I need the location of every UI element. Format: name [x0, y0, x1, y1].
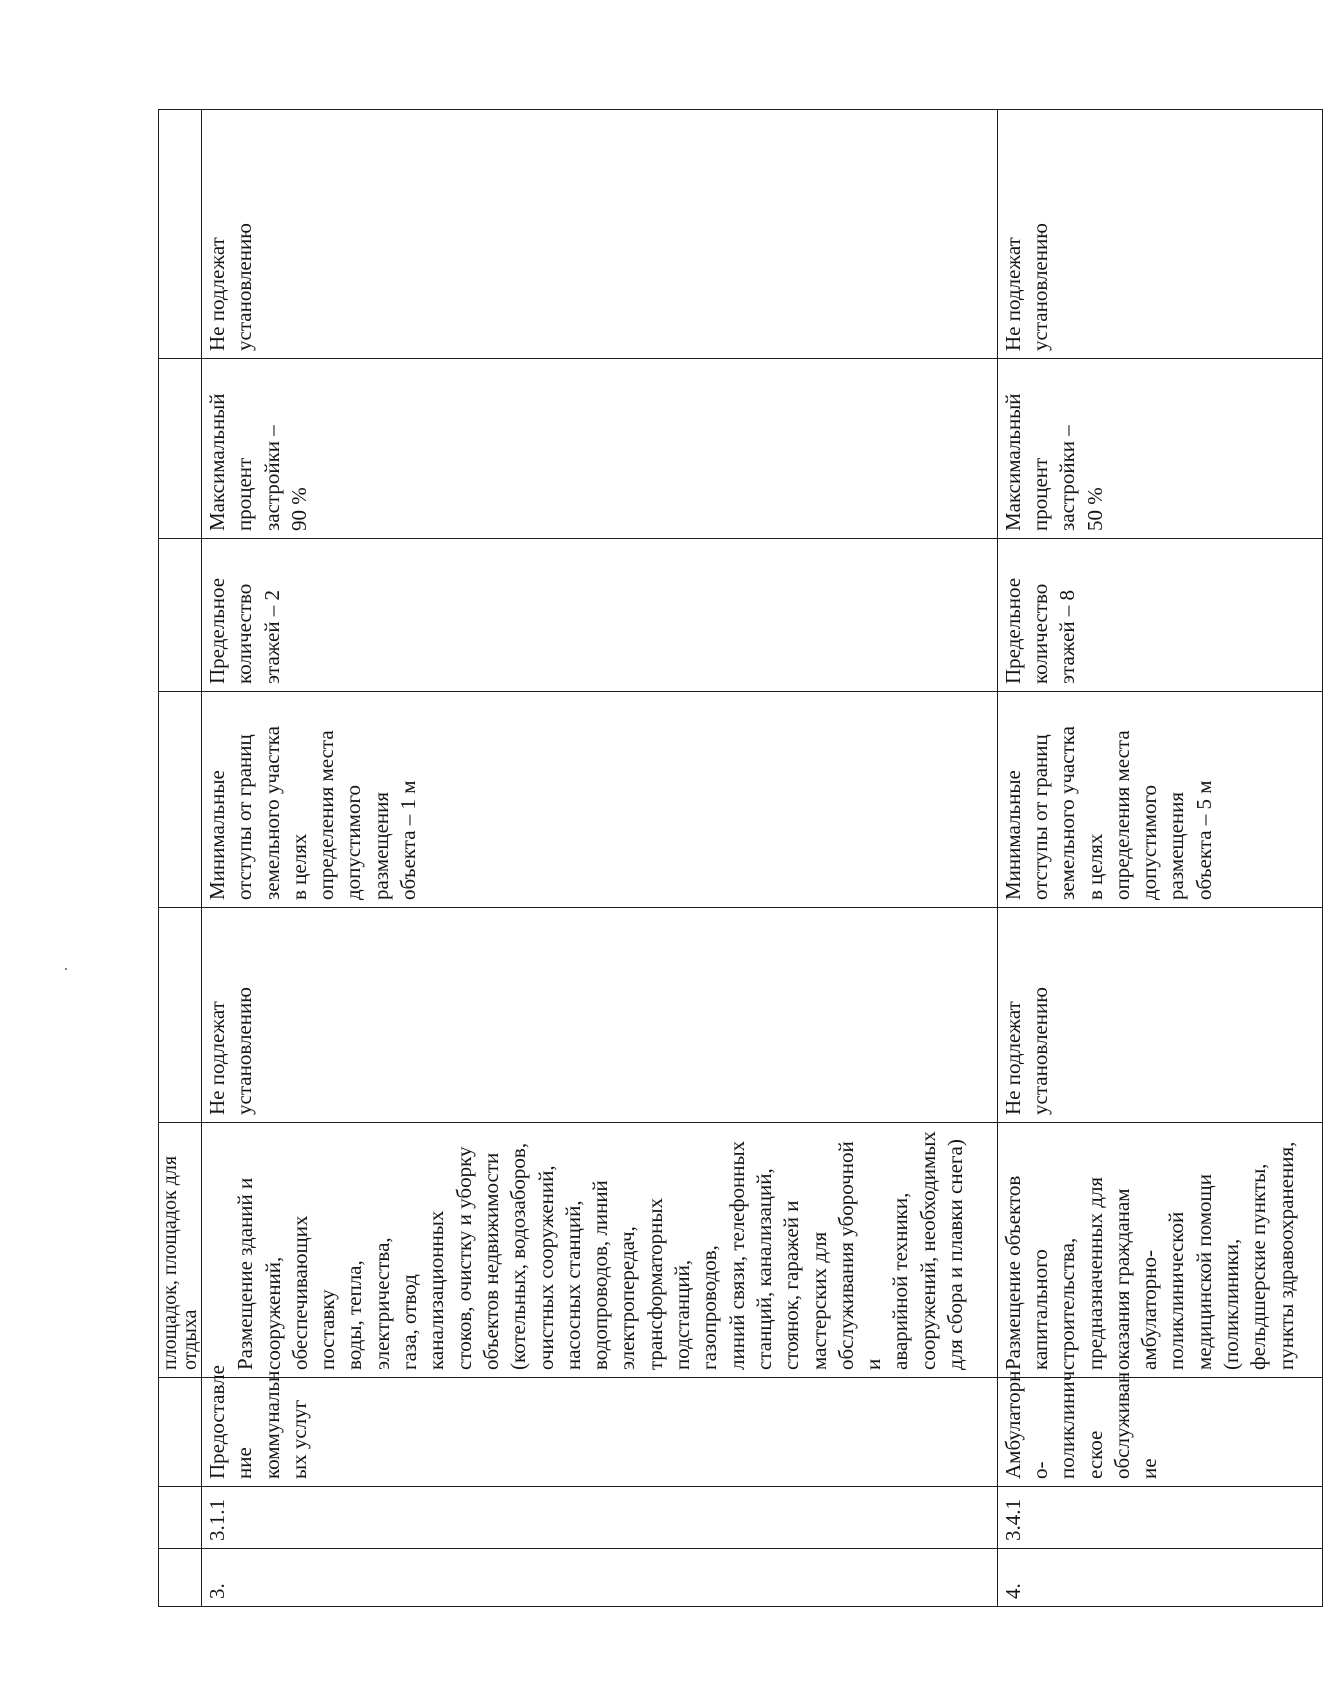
continuation-row	[159, 110, 202, 1607]
description-text: Размещение зданий и сооружений, обеспечивающих поставку воды, тепла, электричества, газа, отвод канализационных стоков, очистку и уборку объектов недвижимости (котельных, водозаборов, очистных сооружений, насосных станций, водопроводов, линий электропередач, трансформаторных подстанций, газопроводов, линий связи, телефонных станций, канализаций, стоянок, гаражей и мастерских для обслуживания уборочной и аварийной техники, сооружений, необходимых для сбора и плавки снега)	[233, 1131, 968, 1370]
coverage-cell: Максимальный процент застройки – 90 %	[202, 359, 998, 539]
code-cell: 3.4.1	[997, 1487, 1322, 1549]
empty-cell	[159, 1487, 202, 1549]
floors-cell: Предельное количество этажей – 2	[202, 539, 998, 692]
setbacks-cell: Минимальные отступы от границ земельного участка в целях определения места допустимого размещения объекта – 1 м	[202, 692, 998, 908]
description-cell: Размещение объектов капитального строительства, предназначенных для оказания гражданам амбулаторно- поликлинической медицинской помощи (поликлиники, фельдшерские пункты, пункты здравоохранения,	[997, 1123, 1322, 1378]
empty-cell	[159, 692, 202, 908]
use-name-cell: Предоставле ние коммунальн ых услуг	[202, 1378, 998, 1487]
row-number-cell: 3.	[202, 1549, 998, 1607]
scan-speck	[65, 968, 67, 970]
empty-cell	[159, 110, 202, 359]
table-row	[997, 110, 1322, 1607]
empty-cell	[159, 1378, 202, 1487]
empty-cell	[159, 908, 202, 1123]
table-row	[202, 110, 998, 1607]
plot-size-cell: Не подлежат установлению	[202, 908, 998, 1123]
other-params-cell: Не подлежат установлению	[202, 110, 998, 359]
rotated-page	[158, 110, 1298, 1607]
row-number-cell: 4.	[997, 1549, 1322, 1607]
setbacks-cell: Минимальные отступы от границ земельного участка в целях определения места допустимого размещения объекта – 5 м	[997, 692, 1322, 908]
empty-cell	[159, 359, 202, 539]
other-params-cell: Не подлежат установлению	[997, 110, 1322, 359]
floors-cell: Предельное количество этажей – 8	[997, 539, 1322, 692]
use-name-cell: Амбулаторн о- поликлинич еское обслуживан ие	[997, 1378, 1322, 1487]
empty-cell	[159, 1549, 202, 1607]
description-cell	[202, 1123, 998, 1378]
land-use-regulations-table	[158, 109, 1323, 1607]
continued-description-cell: площадок, площадок для отдыха	[159, 1123, 202, 1378]
empty-cell	[159, 539, 202, 692]
coverage-cell: Максимальный процент застройки – 50 %	[997, 359, 1322, 539]
plot-size-cell: Не подлежат установлению	[997, 908, 1322, 1123]
code-cell: 3.1.1	[202, 1487, 998, 1549]
